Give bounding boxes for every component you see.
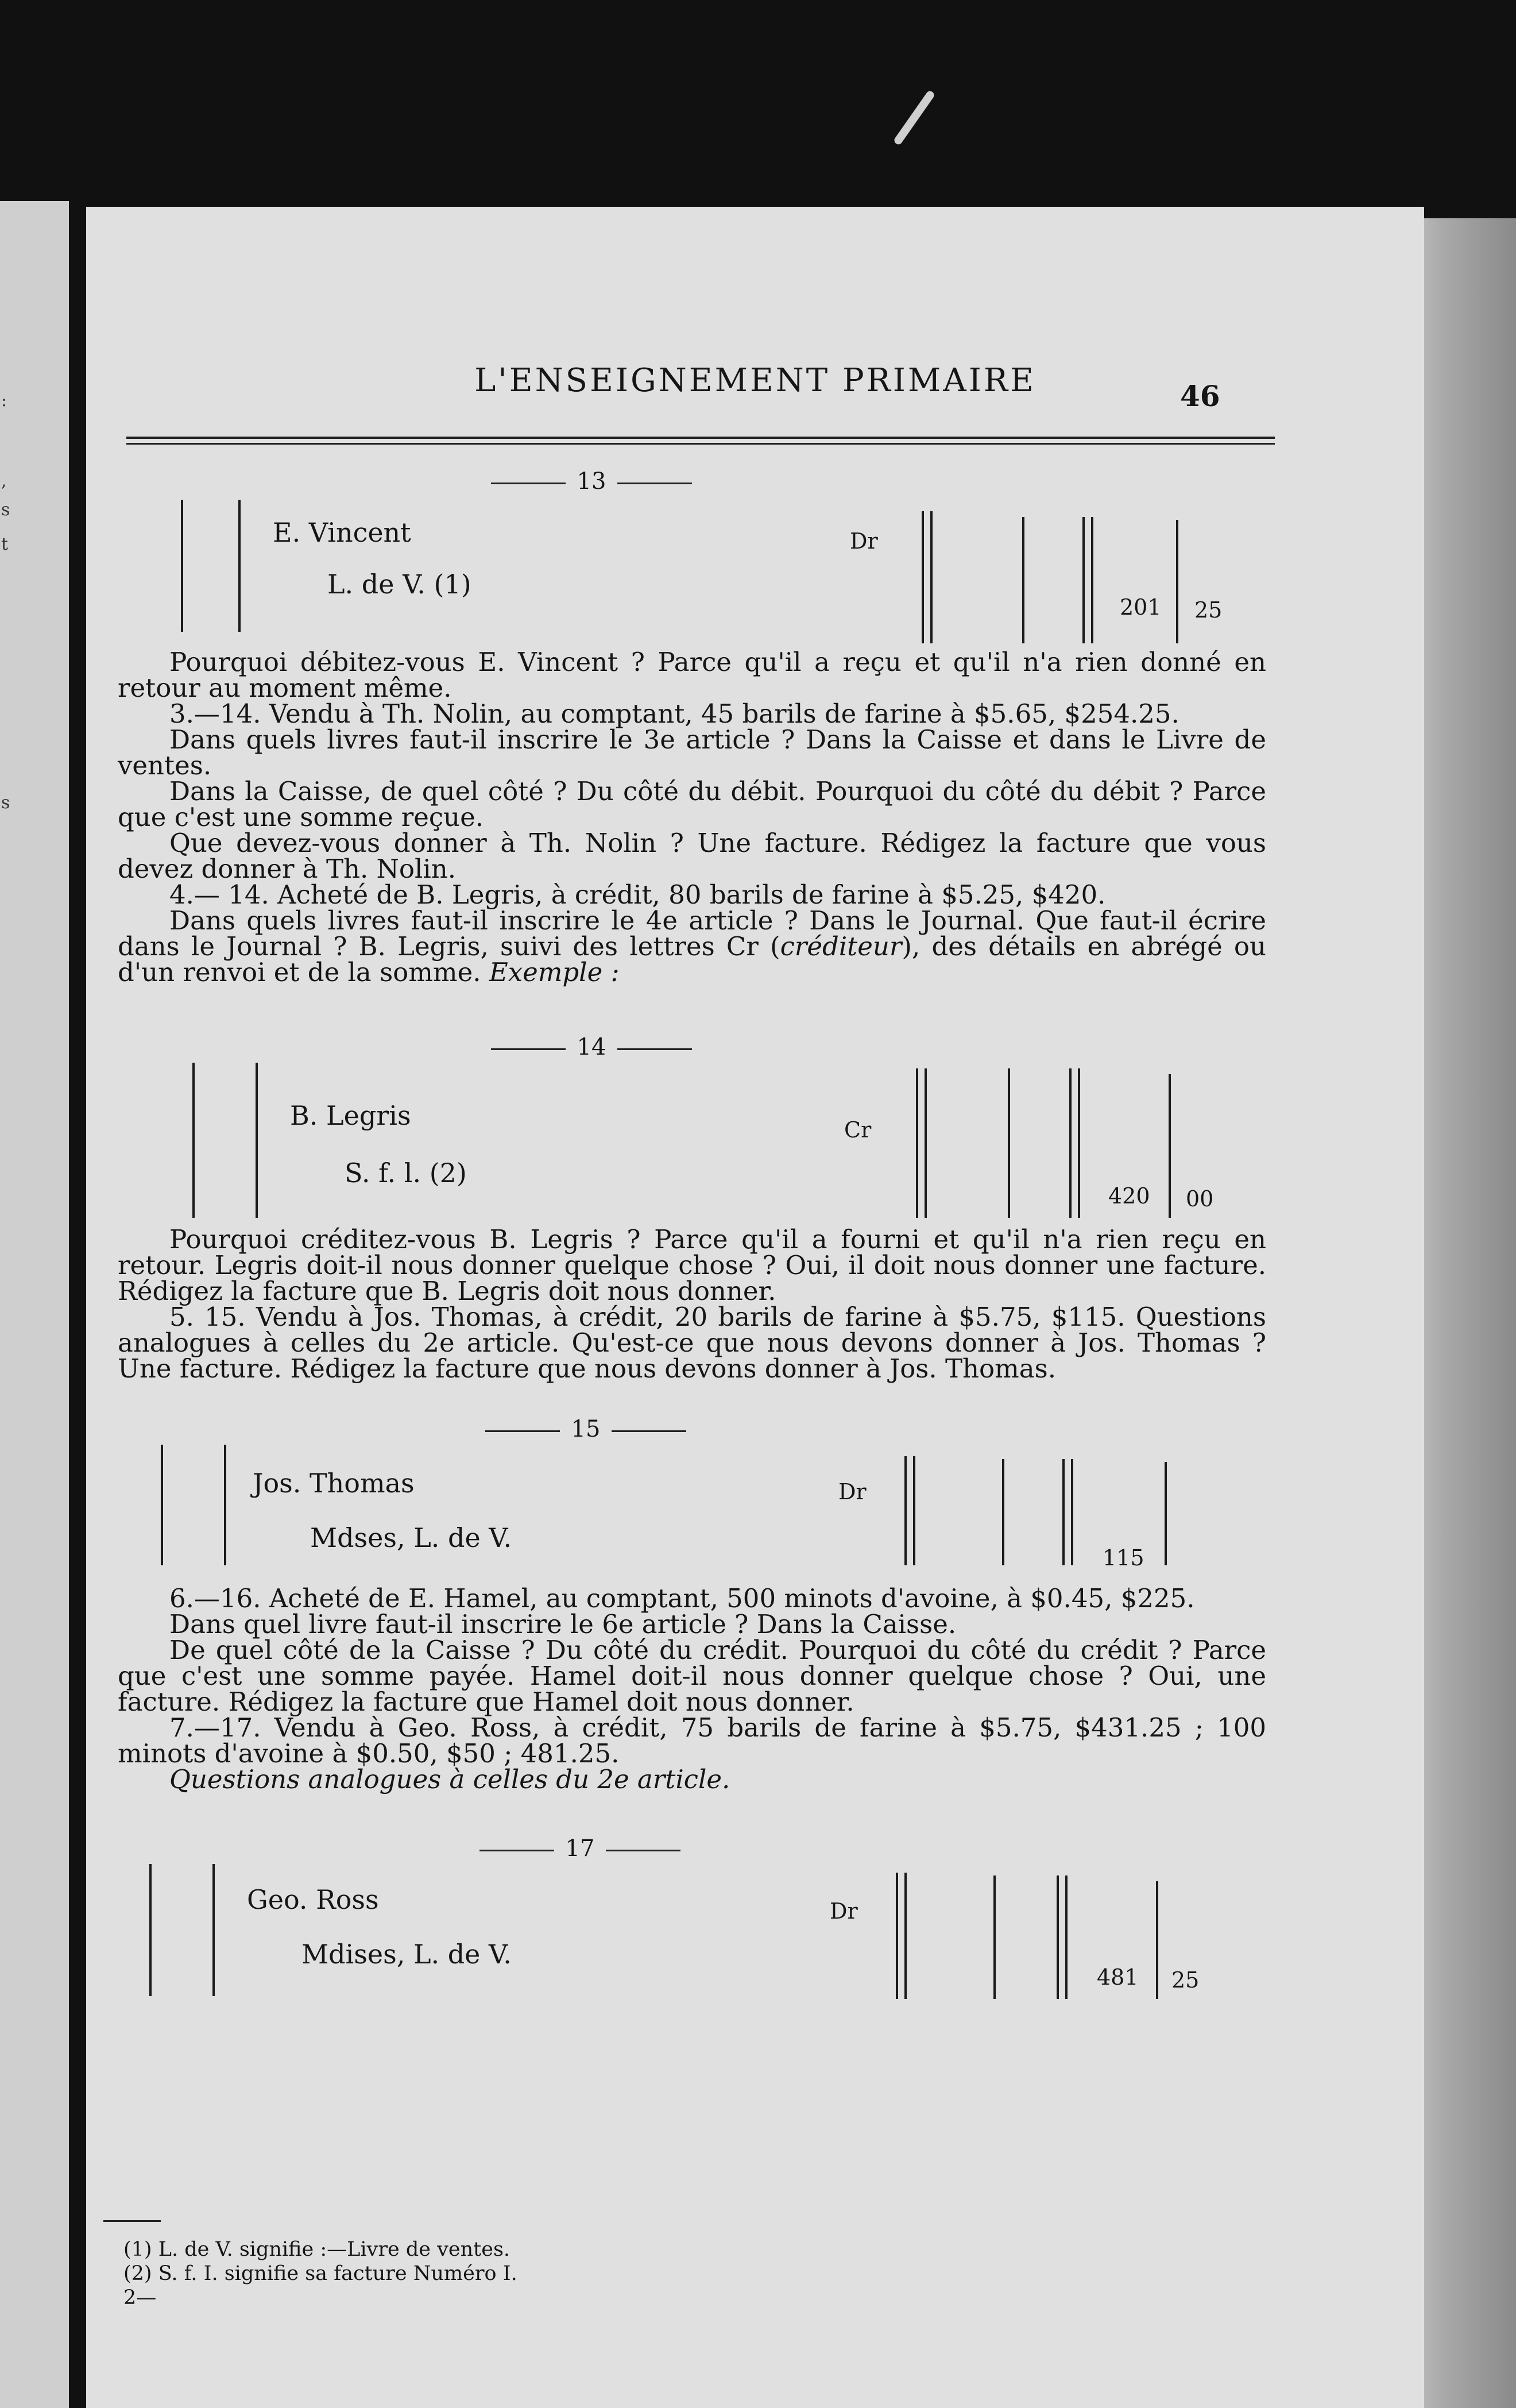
- paragraph: Dans quels livres faut-il inscrire le 3e article ? Dans la Caisse et dans le Livre de ventes.: [118, 724, 1266, 781]
- account-detail: Mdses, L. de V.: [310, 1522, 512, 1553]
- paragraph: Que devez-vous donner à Th. Nolin ? Une facture. Rédigez la facture que vous devez donner à Th. Nolin.: [118, 828, 1266, 884]
- ledger-line: [1169, 1074, 1171, 1218]
- ledger-line: [904, 1873, 907, 1999]
- ledger-line: [1165, 1462, 1167, 1565]
- ledger-line: [904, 1456, 907, 1565]
- ledger-line: [993, 1876, 996, 1999]
- account-name: B. Legris: [290, 1100, 411, 1131]
- ledger-line: [916, 1068, 918, 1218]
- account-detail: L. de V. (1): [327, 569, 471, 600]
- book-page: [86, 207, 1424, 2408]
- account-detail: Mdises, L. de V.: [301, 1939, 512, 1970]
- amount-dollars: 420: [1108, 1183, 1150, 1209]
- ledger-line: [1078, 1068, 1080, 1218]
- debit-credit-label: Cr: [844, 1117, 872, 1143]
- ledger-line: [1071, 1459, 1073, 1565]
- ledger-line: [1069, 1068, 1072, 1218]
- ledger-line: [149, 1864, 152, 1996]
- amount-cents: 00: [1186, 1186, 1214, 1211]
- ledger-line: [925, 1068, 927, 1218]
- footnote-rule: [103, 2220, 161, 2222]
- edge-mark: ,: [1, 471, 7, 491]
- page-number: 46: [1180, 379, 1220, 413]
- signature-mark: 2—: [123, 2286, 157, 2309]
- ledger-line: [1008, 1068, 1010, 1218]
- ledger-line: [1156, 1881, 1158, 1999]
- amount-dollars: 115: [1103, 1545, 1144, 1570]
- paragraph: Dans quels livres faut-il inscrire le 4e article ? Dans le Journal. Que faut-il écrire dans le Journal ? B. Legris, suivi des lettres Cr (créditeur), des détails en abrégé ou d'un renvoi et de la somme. Exemple :: [118, 905, 1266, 987]
- paragraph: Dans la Caisse, de quel côté ? Du côté du débit. Pourquoi du côté du débit ? Parce que c'est une somme reçue.: [118, 776, 1266, 832]
- text-block: [118, 1583, 1266, 1795]
- page-edge-mark: [893, 90, 936, 146]
- ledger-line: [1002, 1459, 1004, 1565]
- amount-dollars: 481: [1097, 1965, 1139, 1990]
- account-name: Jos. Thomas: [253, 1468, 415, 1499]
- ledger-line: [1091, 517, 1093, 643]
- ledger-line: [1065, 1876, 1068, 1999]
- ledger-line: [913, 1456, 915, 1565]
- footnotes: [123, 2237, 517, 2310]
- paragraph: 5. 15. Vendu à Jos. Thomas, à crédit, 20 barils de farine à $5.75, $115. Questions analogues à celles du 2e article. Qu'est-ce que nous devons donner à Jos. Thomas ? Une facture. Rédigez la facture que nous devons donner à Jos. Thomas.: [118, 1302, 1266, 1384]
- ledger-line: [181, 500, 183, 632]
- ledger-line: [256, 1063, 258, 1218]
- amount-cents: 25: [1194, 597, 1223, 623]
- entry-number: 14: [477, 1034, 706, 1060]
- entry-number: 13: [477, 468, 706, 495]
- ledger-line: [192, 1063, 195, 1218]
- edge-mark: t: [1, 534, 9, 554]
- text-block: [118, 1224, 1266, 1384]
- paragraph: Pourquoi débitez-vous E. Vincent ? Parce qu'il a reçu et qu'il n'a rien donné en retour au moment même.: [118, 647, 1266, 703]
- ledger-line: [922, 511, 924, 643]
- header-rule: [126, 437, 1275, 445]
- footnote: (1) L. de V. signifie :—Livre de ventes.: [123, 2238, 511, 2261]
- edge-mark: s: [1, 793, 10, 813]
- edge-mark: s: [1, 500, 10, 520]
- paragraph: Pourquoi créditez-vous B. Legris ? Parce qu'il a fourni et qu'il n'a rien reçu en retour. Legris doit-il nous donner quelque chose ? Oui, il doit nous donner une facture. Rédigez la facture que B. Legris doit nous donner.: [118, 1224, 1266, 1306]
- running-title: L'ENSEIGNEMENT PRIMAIRE: [474, 362, 1036, 399]
- left-page-edge: [0, 201, 69, 2408]
- debit-credit-label: Dr: [830, 1898, 858, 1924]
- ledger-line: [896, 1873, 898, 1999]
- account-name: Geo. Ross: [247, 1884, 379, 1915]
- page-stack-edge: [1413, 218, 1516, 2408]
- account-detail: S. f. l. (2): [345, 1157, 467, 1188]
- entry-number: 17: [465, 1835, 695, 1862]
- ledger-line: [161, 1445, 163, 1565]
- ledger-line: [930, 511, 933, 643]
- ledger-line: [1082, 517, 1085, 643]
- paragraph: Questions analogues à celles du 2e article.: [169, 1764, 730, 1795]
- ledger-line: [1057, 1876, 1059, 1999]
- paragraph: 3.—14. Vendu à Th. Nolin, au comptant, 45 barils de farine à $5.65, $254.25.: [169, 699, 1179, 729]
- paragraph: 7.—17. Vendu à Geo. Ross, à crédit, 75 barils de farine à $5.75, $431.25 ; 100 minots d'avoine à $0.50, $50 ; 481.25.: [118, 1712, 1266, 1769]
- account-name: E. Vincent: [273, 517, 411, 548]
- edge-mark: :: [1, 391, 7, 411]
- ledger-line: [224, 1445, 226, 1565]
- paragraph: De quel côté de la Caisse ? Du côté du crédit. Pourquoi du côté du crédit ? Parce que c'est une somme payée. Hamel doit-il nous donner quelque chose ? Oui, une facture. Rédigez la facture que Hamel doit nous donner.: [118, 1635, 1266, 1717]
- paragraph: Dans quel livre faut-il inscrire le 6e article ? Dans la Caisse.: [169, 1609, 957, 1639]
- amount-cents: 25: [1171, 1967, 1200, 1993]
- ledger-line: [238, 500, 241, 632]
- text-block: [118, 649, 1266, 985]
- ledger-line: [212, 1864, 215, 1996]
- footnote: (2) S. f. I. signifie sa facture Numéro I.: [123, 2262, 517, 2285]
- ledger-line: [1022, 517, 1024, 643]
- ledger-line: [1062, 1459, 1065, 1565]
- debit-credit-label: Dr: [850, 528, 878, 554]
- ledger-line: [1176, 520, 1178, 643]
- paragraph: 4.— 14. Acheté de B. Legris, à crédit, 80 barils de farine à $5.25, $420.: [169, 879, 1106, 910]
- entry-number: 15: [471, 1416, 701, 1442]
- amount-dollars: 201: [1120, 595, 1162, 620]
- debit-credit-label: Dr: [838, 1479, 867, 1504]
- paragraph: 6.—16. Acheté de E. Hamel, au comptant, 500 minots d'avoine, à $0.45, $225.: [169, 1583, 1195, 1614]
